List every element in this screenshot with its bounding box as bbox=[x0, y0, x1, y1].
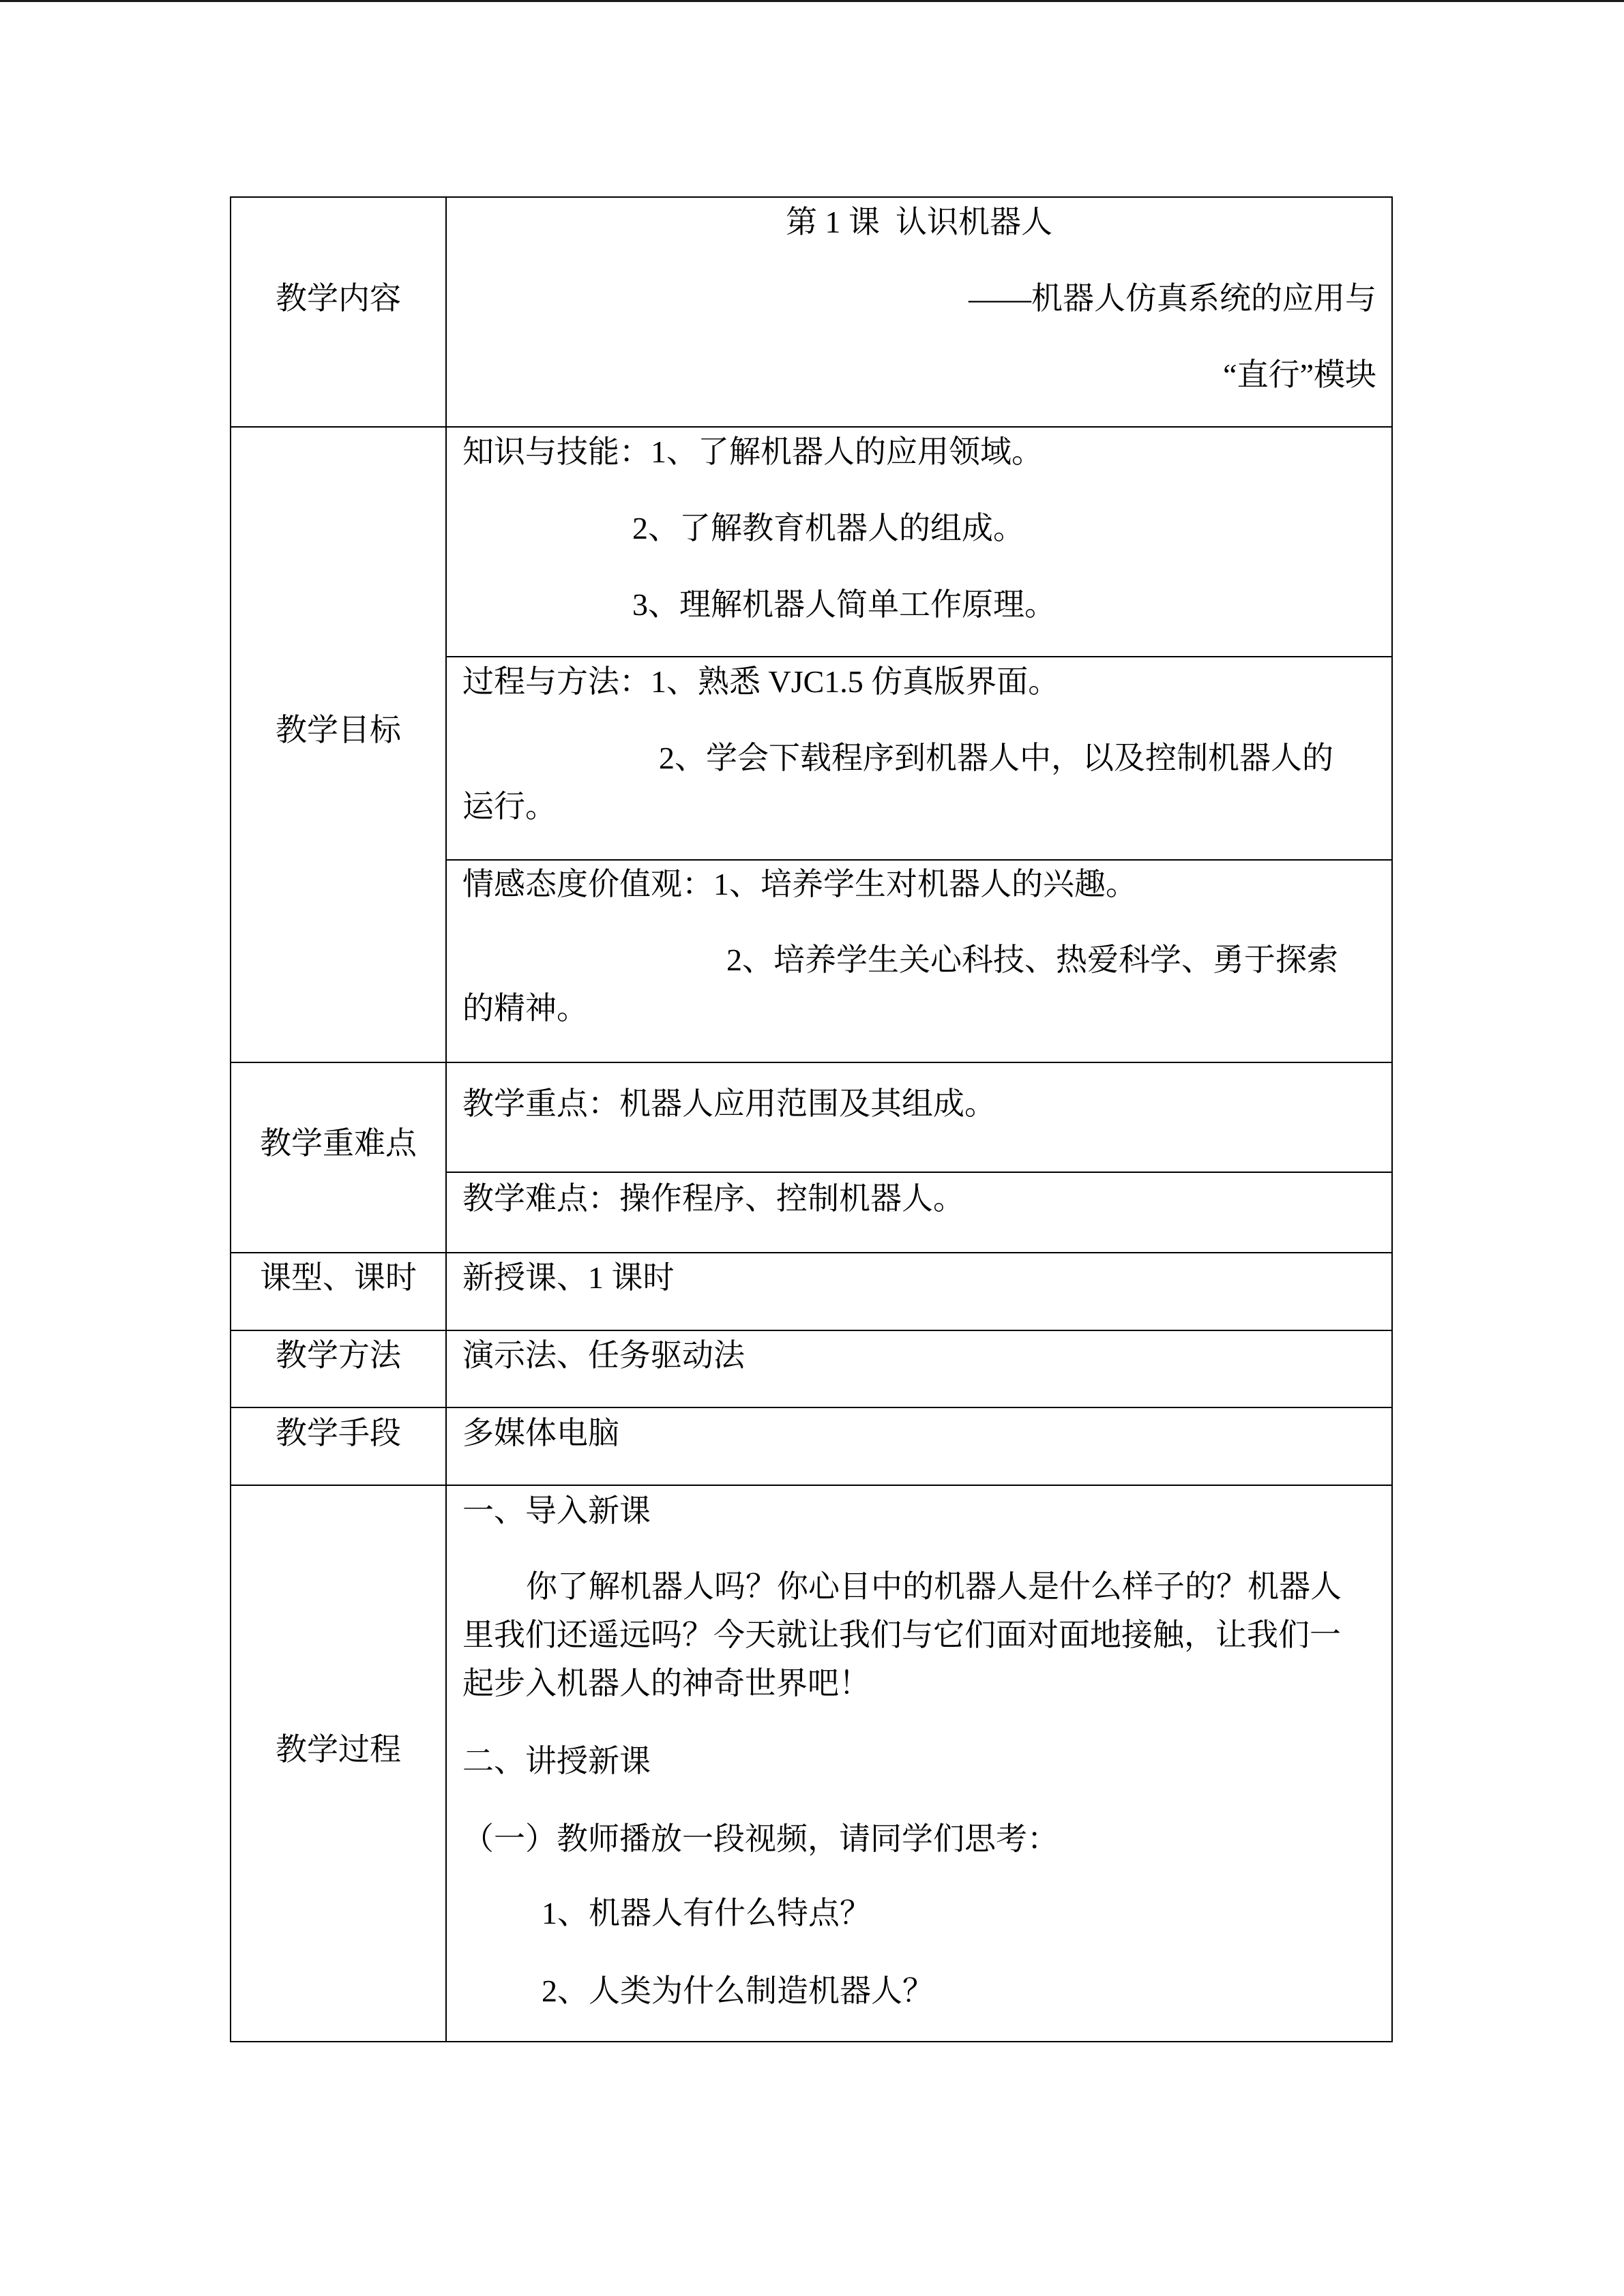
question-item: 2、人类为什么制造机器人？ bbox=[542, 1973, 934, 2008]
emotion-line: 的精神。 bbox=[462, 991, 588, 1026]
section-heading: 二、讲授新课 bbox=[462, 1744, 651, 1778]
emotion-line: 2、培养学生关心科技、热爱科学、勇于探索 bbox=[726, 942, 1338, 977]
method-label: 教学方法 bbox=[276, 1338, 401, 1373]
paragraph-line: 里我们还遥远吗？今天就让我们与它们面对面地接触，让我们一 bbox=[462, 1617, 1341, 1652]
objectives-label: 教学目标 bbox=[276, 713, 401, 747]
paragraph-line: 起步入机器人的神奇世界吧！ bbox=[462, 1666, 870, 1701]
means-label: 教学手段 bbox=[276, 1416, 401, 1450]
lesson-type-value: 新授课、1 课时 bbox=[462, 1260, 675, 1295]
difficulty-text: 教学难点：操作程序、控制机器人。 bbox=[462, 1181, 964, 1216]
paragraph-line: 你了解机器人吗？你心目中的机器人是什么样子的？机器人 bbox=[526, 1569, 1342, 1604]
subsection-heading: （一）教师播放一段视频，请同学们思考： bbox=[462, 1821, 1059, 1856]
key-points-label: 教学重难点 bbox=[260, 1126, 417, 1161]
means-value: 多媒体电脑 bbox=[462, 1416, 619, 1450]
lesson-subtitle-line1: ——机器人仿真系统的应用与 bbox=[969, 281, 1376, 316]
emotion-line: 情感态度价值观：1、培养学生对机器人的兴趣。 bbox=[462, 867, 1137, 901]
content-label: 教学内容 bbox=[276, 281, 401, 316]
knowledge-line: 知识与技能：1、了解机器人的应用领域。 bbox=[462, 434, 1043, 469]
process-method-line: 过程与方法：1、熟悉 VJC1.5 仿真版界面。 bbox=[462, 664, 1060, 699]
knowledge-line: 3、理解机器人简单工作原理。 bbox=[632, 587, 1056, 622]
lesson-type-label: 课型、课时 bbox=[260, 1260, 417, 1295]
focus-text: 教学重点：机器人应用范围及其组成。 bbox=[462, 1086, 996, 1121]
method-value: 演示法、任务驱动法 bbox=[462, 1338, 745, 1373]
teaching-process-label: 教学过程 bbox=[276, 1732, 401, 1767]
section-heading: 一、导入新课 bbox=[462, 1493, 651, 1528]
knowledge-line: 2、了解教育机器人的组成。 bbox=[632, 511, 1024, 546]
question-item: 1、机器人有什么特点？ bbox=[542, 1896, 871, 1930]
process-method-line: 运行。 bbox=[462, 789, 557, 824]
lesson-title: 第 1 课 认识机器人 bbox=[786, 205, 1052, 239]
process-method-line: 2、学会下载程序到机器人中，以及控制机器人的 bbox=[659, 741, 1333, 775]
lesson-subtitle-line2: “直行”模块 bbox=[1223, 357, 1376, 392]
page-top-edge bbox=[0, 0, 1624, 2]
